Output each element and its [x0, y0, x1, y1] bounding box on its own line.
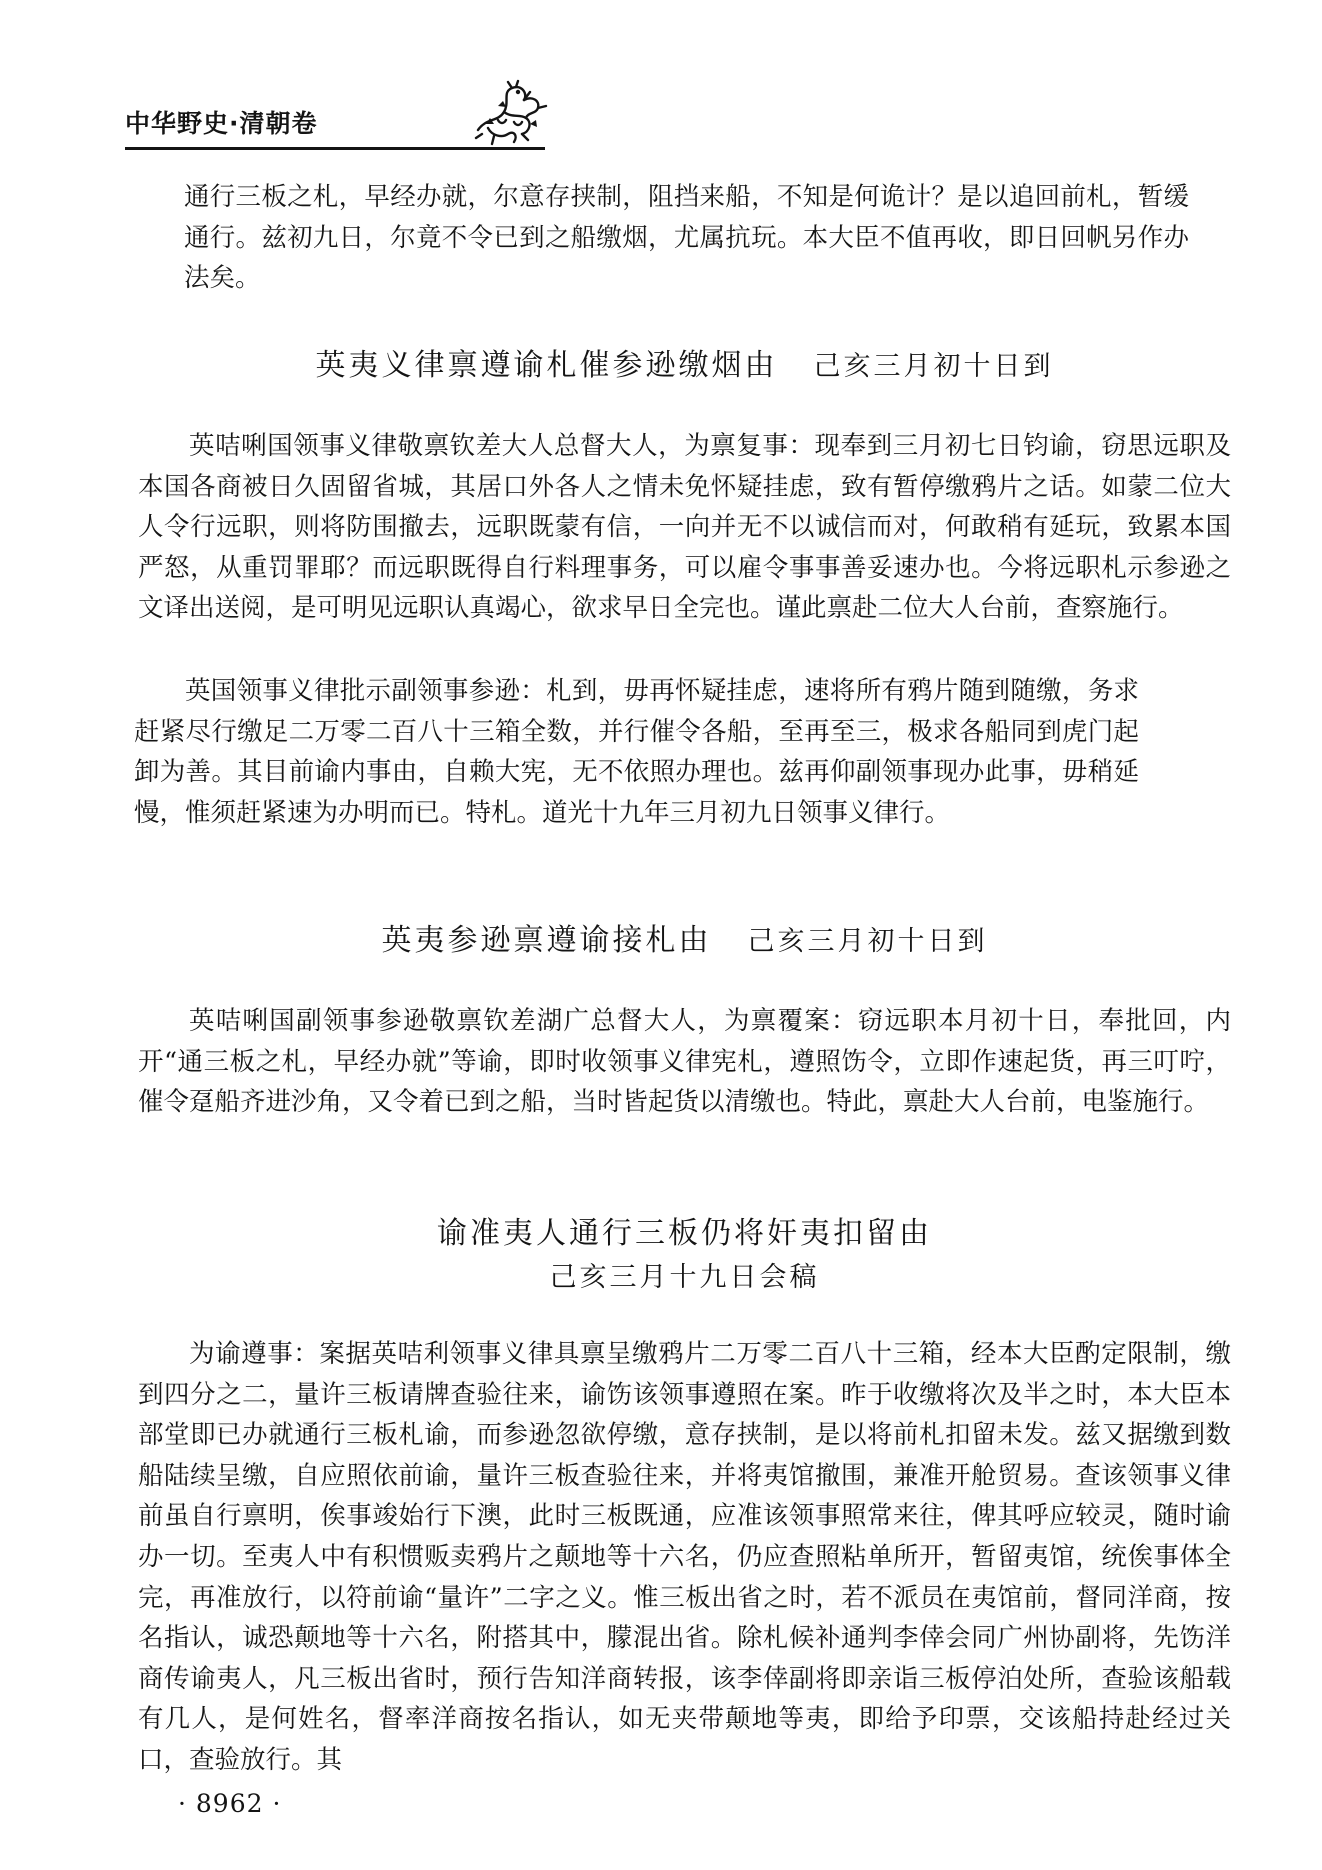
section-1-paragraph-2: 英国领事义律批示副领事参逊：札到，毋再怀疑挂虑，速将所有鸦片随到随缴，务求赶紧尽行缴足二万零二百八十三箱全数，并行催令各船，至再至三，极求各船同到虎门起卸为善。其目前谕内事由，自赖大宪，无不依照办理也。兹再仰副领事现办此事，毋稍延慢，惟须赶紧速为办明而已。特札。道光十九年三月初九日领事义律行。: [134, 676, 1139, 828]
section-1-paragraph-1: 英咭唎国领事义律敬禀钦差大人总督大人，为禀复事：现奉到三月初七日钧谕，窃思远职及本国各商被日久固留省城，其居口外各人之情未免怀疑挂虑，致有暂停缴鸦片之话。如蒙二位大人令行远职，则将防围撤去，远职既蒙有信，一向并无不以诚信而对，何敢稍有延玩，致累本国严怒，从重罚罪耶？而远职既得自行料理事务，可以雇令事事善妥速办也。今将远职札示参逊之文译出送阅，是可明见远职认真竭心，欲求早日全完也。谨此禀赴二位大人台前，查察施行。: [138, 431, 1231, 624]
section-2-heading: [138, 915, 1231, 959]
section-2-title: 英夷参逊禀遵谕接札由: [381, 923, 712, 958]
section-1-date: 己亥三月初十日到: [813, 351, 1054, 382]
section-1-heading: [138, 340, 1231, 384]
section-3-date: 己亥三月十九日会稿: [549, 1262, 820, 1293]
intro-paragraph: 通行三板之札，早经办就，尔意存挟制，阻挡来船，不知是何诡计？是以追回前札，暂缓通行。兹初九日，尔竟不令已到之船缴烟，尤属抗玩。本大臣不值再收，即日回帆另作办法矣。: [184, 182, 1189, 294]
section-1-title: 英夷义律禀遵谕札催参逊缴烟由: [315, 348, 778, 383]
dragon-emblem-icon: [468, 78, 552, 150]
section-3-paragraph-1: 为谕遵事：案据英咭利领事义律具禀呈缴鸦片二万零二百八十三箱，经本大臣酌定限制，缴到四分之二，量许三板请牌查验往来，谕饬该领事遵照在案。昨于收缴将次及半之时，本大臣本部堂即已办就通行三板札谕，而参逊忽欲停缴，意存挟制，是以将前札扣留未发。兹又据缴到数船陆续呈缴，自应照依前谕，量许三板查验往来，并将夷馆撤围，兼准开舱贸易。查该领事义律前虽自行禀明，俟事竣始行下澳，此时三板既通，应准该领事照常来往，俾其呼应较灵，随时谕办一切。至夷人中有积惯贩卖鸦片之颠地等十六名，仍应查照粘单所开，暂留夷馆，统俟事体全完，再准放行，以符前谕“量许”二字之义。惟三板出省之时，若不派员在夷馆前，督同洋商，按名指认，诚恐颠地等十六名，附搭其中，朦混出省。除札候补通判李倖会同广州协副将，先饬洋商传谕夷人，凡三板出省时，预行告知洋商转报，该李倖副将即亲诣三板停泊处所，查验该船载有几人，是何姓名，督率洋商按名指认，如无夹带颠地等夷，即给予印票，交该船持赴经过关口，查验放行。其: [138, 1339, 1231, 1775]
section-2-date: 己亥三月初十日到: [747, 926, 988, 957]
section-3-title: 谕准夷人通行三板仍将奸夷扣留由: [437, 1216, 932, 1251]
running-head: 中华野史·清朝卷: [125, 109, 318, 138]
page-number: · 8962 ·: [178, 1789, 282, 1818]
section-2-paragraph-1: 英咭唎国副领事参逊敬禀钦差湖广总督大人，为禀覆案：窃远职本月初十日，奉批回，内开“通三板之札，早经办就”等谕，即时收领事义律宪札，遵照饬令，立即作速起货，再三叮咛，催令趸船齐进沙角，又令着已到之船，当时皆起货以清缴也。特此，禀赴大人台前，电鉴施行。: [138, 1006, 1231, 1118]
